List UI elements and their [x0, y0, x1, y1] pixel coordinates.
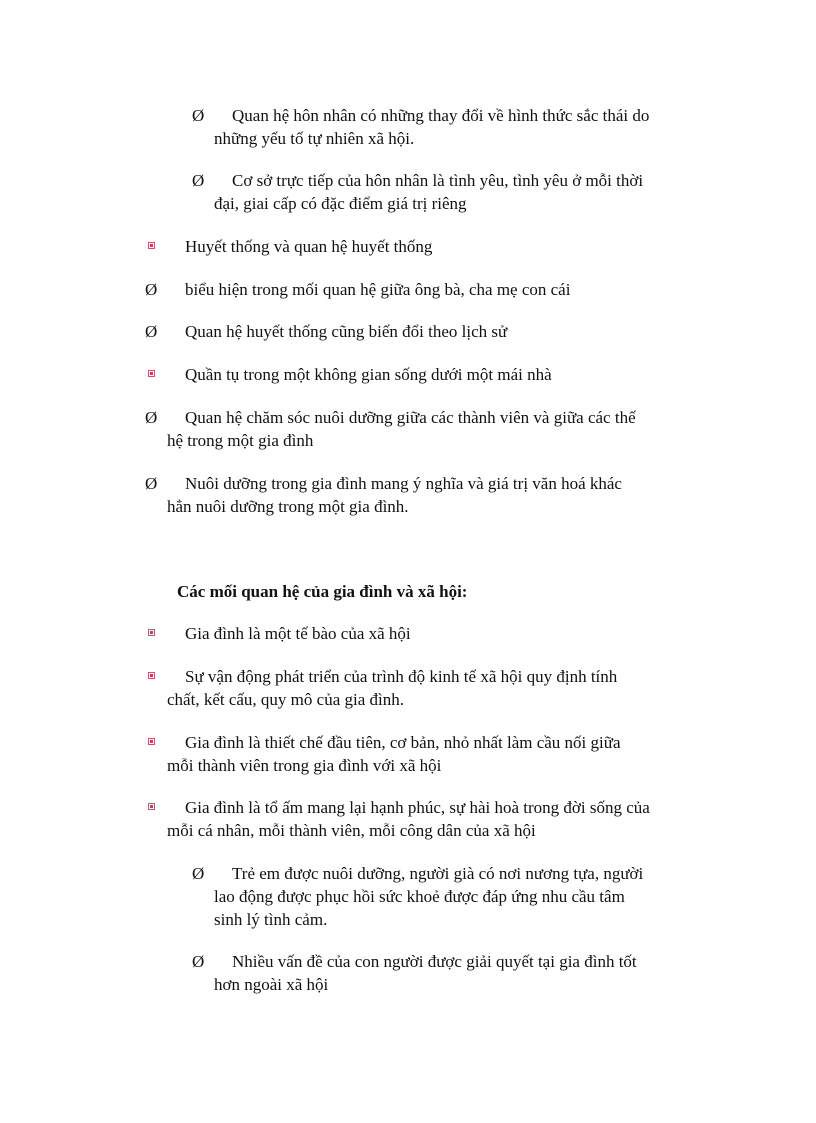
item-line: đại, giai cấp có đặc điểm giá trị riêng — [214, 194, 467, 213]
item-line: những yếu tố tự nhiên xã hội. — [214, 129, 415, 148]
item-line: Quan hệ hôn nhân có những thay đổi về hình thức sắc thái do — [232, 106, 650, 125]
square-bullet-icon — [148, 370, 155, 377]
arrow-bullet-icon: Ø — [192, 952, 205, 971]
item-line: mỗi thành viên trong gia đình với xã hội — [167, 756, 442, 775]
arrow-bullet-icon: Ø — [192, 864, 205, 883]
item-line: Gia đình là thiết chế đầu tiên, cơ bản, nhỏ nhất làm cầu nối giữa — [185, 733, 621, 752]
item-line: lao động được phục hồi sức khoẻ được đáp ứng nhu cầu tâm — [214, 887, 625, 906]
item-line: Trẻ em được nuôi dưỡng, người già có nơi nương tựa, người — [232, 864, 644, 883]
item-line: Huyết thống và quan hệ huyết thống — [185, 237, 433, 256]
item-line: biểu hiện trong mối quan hệ giữa ông bà, cha mẹ con cái — [185, 280, 571, 299]
item-line: hơn ngoài xã hội — [214, 975, 329, 994]
section-heading: Các mối quan hệ của gia đình và xã hội: — [177, 582, 468, 601]
arrow-bullet-icon: Ø — [192, 171, 205, 190]
square-bullet-icon — [148, 803, 155, 810]
arrow-bullet-icon: Ø — [145, 280, 158, 299]
square-bullet-icon — [148, 242, 155, 249]
item-line: mỗi cá nhân, mỗi thành viên, mỗi công dân của xã hội — [167, 821, 536, 840]
arrow-bullet-icon: Ø — [192, 106, 205, 125]
item-line: sinh lý tình cảm. — [214, 910, 328, 929]
arrow-bullet-icon: Ø — [145, 408, 158, 427]
item-line: Quần tụ trong một không gian sống dưới một mái nhà — [185, 365, 552, 384]
item-line: Quan hệ chăm sóc nuôi dưỡng giữa các thành viên và giữa các thế — [185, 408, 636, 427]
item-line: Nuôi dưỡng trong gia đình mang ý nghĩa và giá trị văn hoá khác — [185, 474, 622, 493]
square-bullet-icon — [148, 672, 155, 679]
item-line: Cơ sở trực tiếp của hôn nhân là tình yêu, tình yêu ở mỗi thời — [232, 171, 644, 190]
item-line: chất, kết cấu, quy mô của gia đình. — [167, 690, 404, 709]
arrow-bullet-icon: Ø — [145, 322, 158, 341]
item-line: Sự vận động phát triển của trình độ kinh tế xã hội quy định tính — [185, 667, 618, 686]
square-bullet-icon — [148, 738, 155, 745]
item-line: Nhiều vấn đề của con người được giải quyết tại gia đình tốt — [232, 952, 637, 971]
item-line: Gia đình là tổ ấm mang lại hạnh phúc, sự hài hoà trong đời sống của — [185, 798, 650, 817]
item-line: hẳn nuôi dưỡng trong một gia đình. — [167, 497, 409, 516]
arrow-bullet-icon: Ø — [145, 474, 158, 493]
item-line: Quan hệ huyết thống cũng biến đổi theo lịch sử — [185, 322, 508, 341]
item-line: Gia đình là một tế bào của xã hội — [185, 624, 411, 643]
item-line: hệ trong một gia đình — [167, 431, 314, 450]
square-bullet-icon — [148, 629, 155, 636]
